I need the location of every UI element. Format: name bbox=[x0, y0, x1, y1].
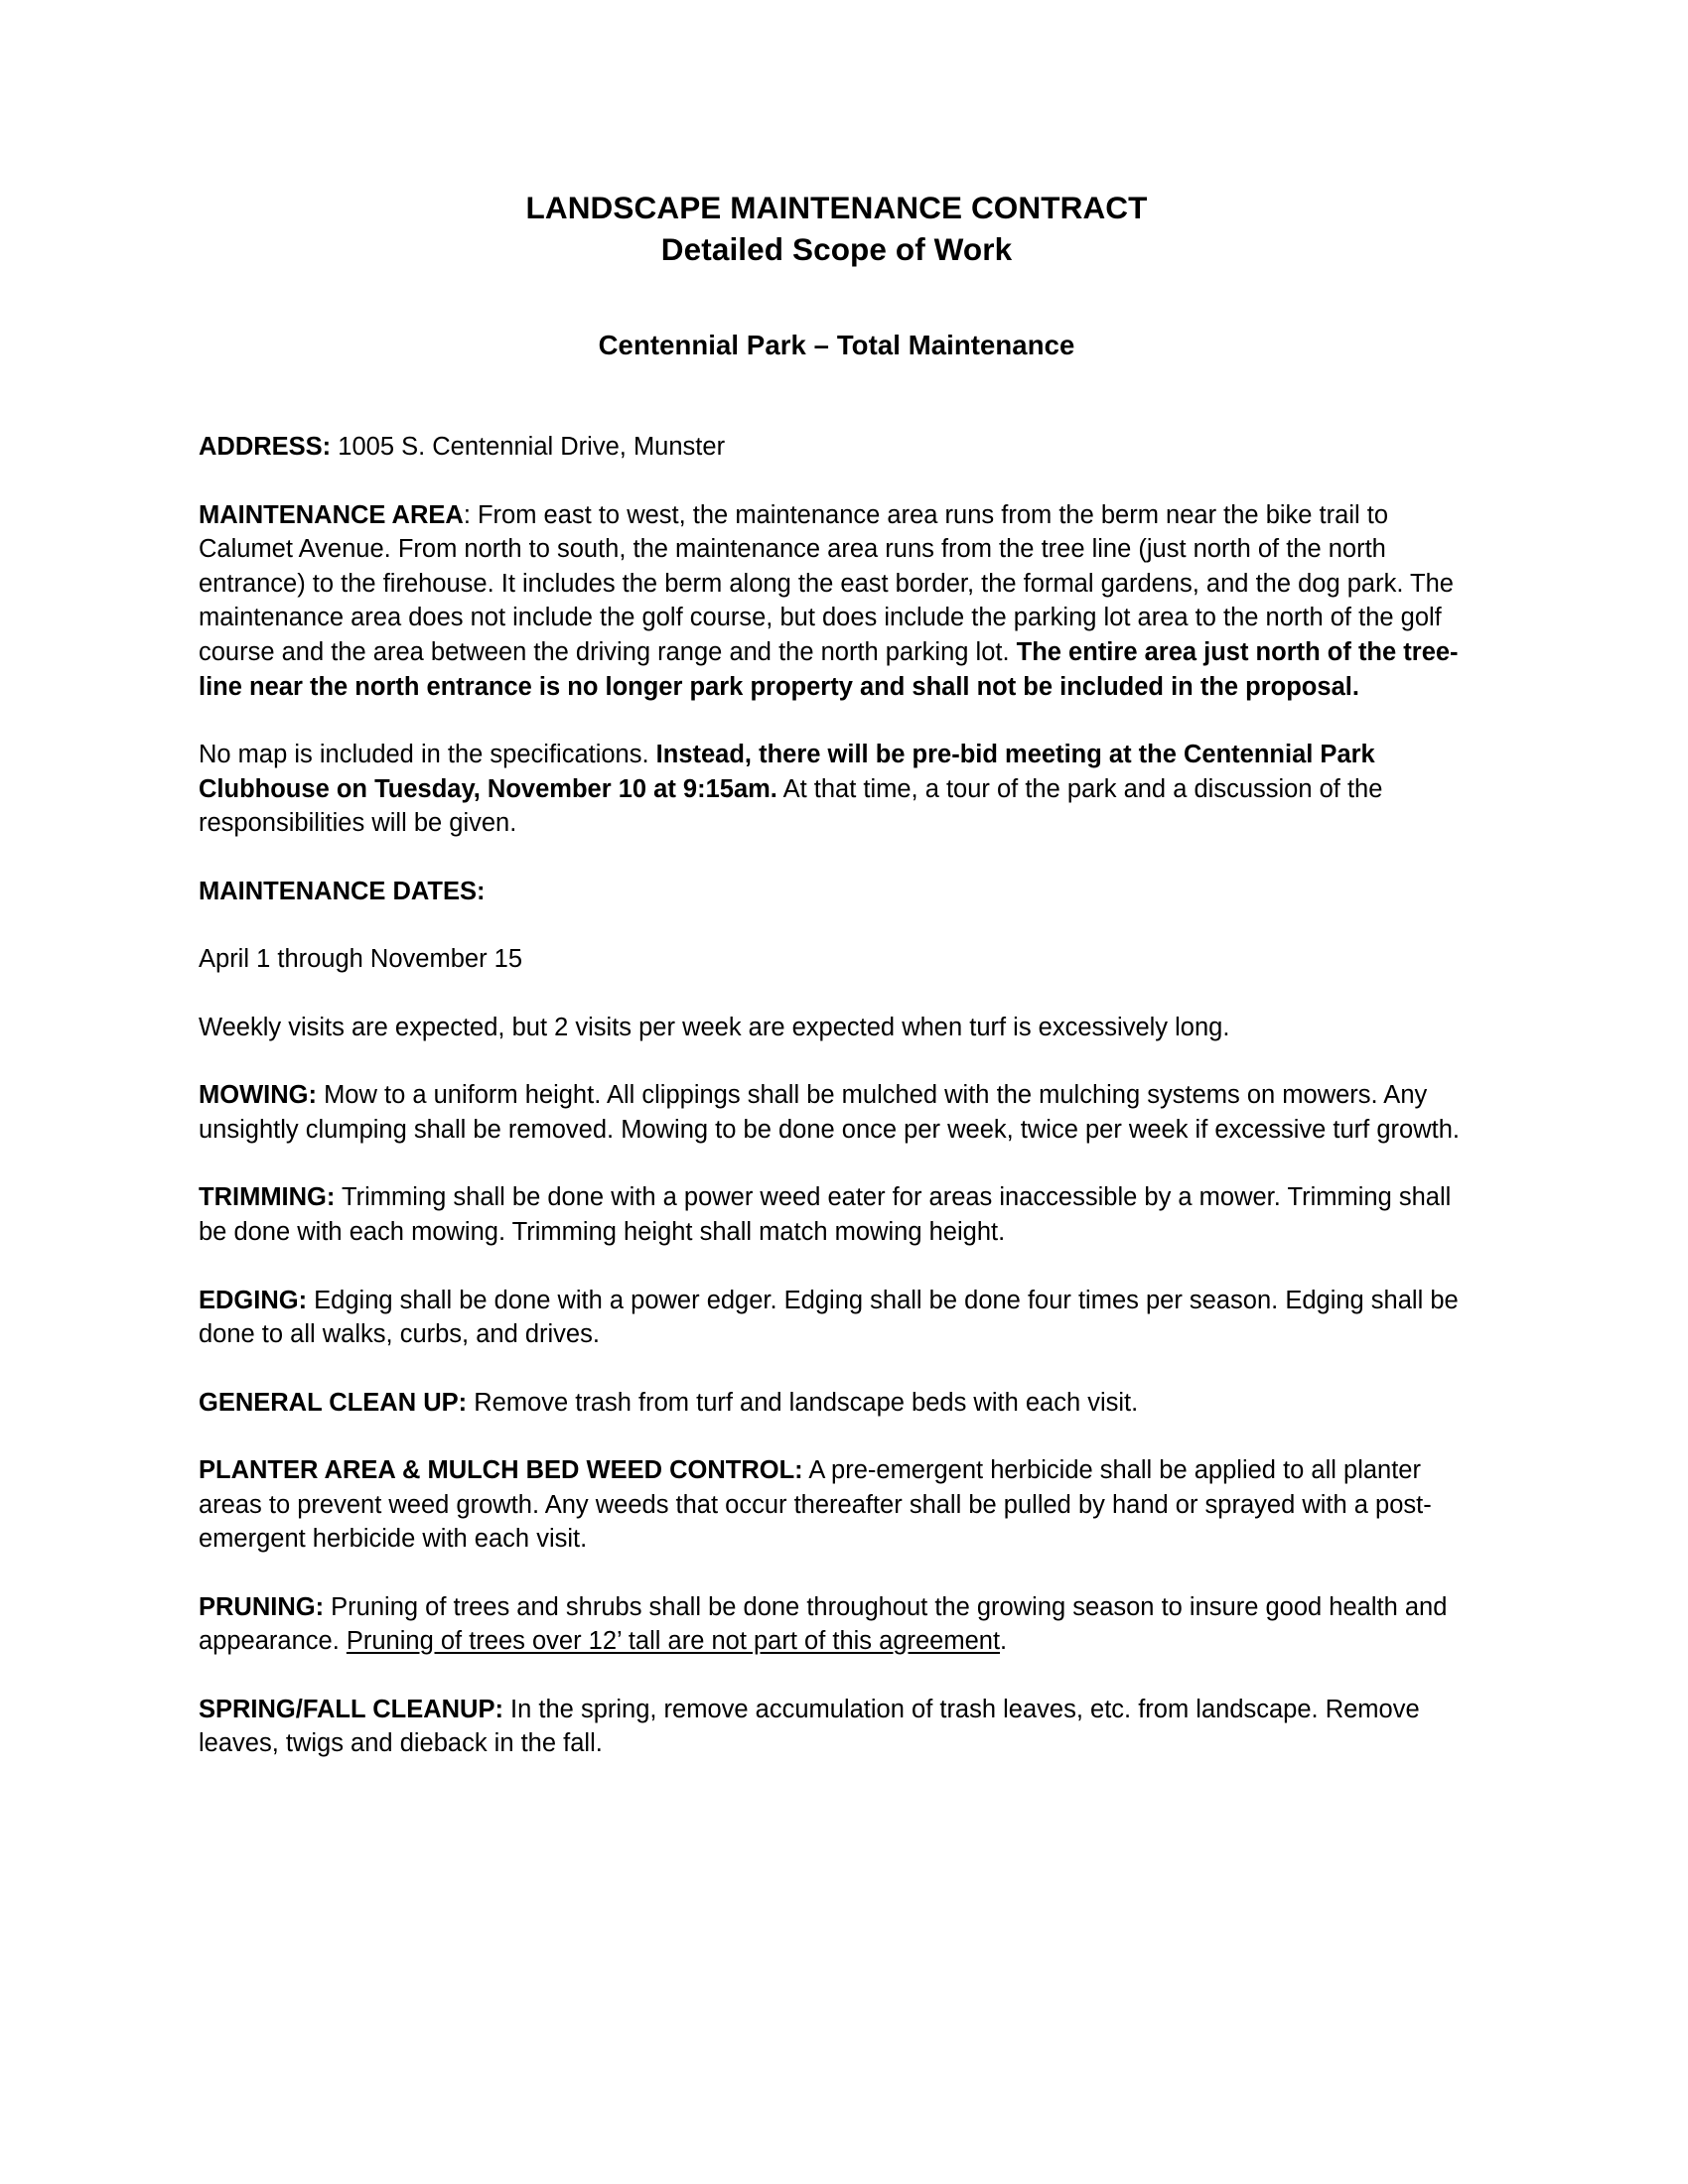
document-content bbox=[199, 0, 1475, 1761]
address-value: 1005 S. Centennial Drive, Munster bbox=[331, 433, 726, 462]
planter-weed-control-paragraph bbox=[199, 1453, 1475, 1557]
maintenance-area-bold-tail: The entire area just north of the tree-line near the north entrance is no longer park property and shall not be included in the proposal. bbox=[199, 637, 1459, 701]
address-label: ADDRESS: bbox=[199, 433, 332, 462]
pruning-underlined-clause: Pruning of trees over 12’ tall are not part of this agreement bbox=[346, 1627, 1001, 1656]
pre-bid-tail: At that time, a tour of the park and a discussion of the responsibilities will be given. bbox=[199, 774, 1383, 838]
pre-bid-bold: Instead, there will be pre-bid meeting at the Centennial Park Clubhouse on Tuesday, November 10 at 9:15am. bbox=[199, 741, 1375, 803]
maintenance-area-paragraph bbox=[199, 498, 1475, 704]
spring-fall-cleanup-paragraph bbox=[199, 1693, 1475, 1761]
document-title-line-1: LANDSCAPE MAINTENANCE CONTRACT bbox=[525, 190, 1148, 225]
mowing-body: Mow to a uniform height. All clippings shall be mulched with the mulching systems on mowers. Any unsightly clumping shall be removed. Mowing to be done once per week, twice per week if excessive turf growth. bbox=[199, 1081, 1460, 1144]
pruning-label: PRUNING: bbox=[199, 1592, 325, 1621]
document-subtitle-wrap bbox=[199, 328, 1475, 364]
general-clean-up-paragraph bbox=[199, 1386, 1475, 1421]
spring-fall-cleanup-label: SPRING/FALL CLEANUP: bbox=[199, 1695, 503, 1723]
pruning-body-end: . bbox=[1000, 1627, 1008, 1656]
pre-bid-lead: No map is included in the specifications. bbox=[199, 741, 656, 769]
document-body bbox=[199, 430, 1475, 1761]
visits-paragraph bbox=[199, 1011, 1475, 1045]
mowing-paragraph bbox=[199, 1078, 1475, 1147]
edging-body: Edging shall be done with a power edger. Edging shall be done four times per season. Edging shall be done to all walks, curbs, and drives. bbox=[199, 1286, 1459, 1349]
trimming-body: Trimming shall be done with a power weed eater for areas inaccessible by a mower. Trimming shall be done with each mowing. Trimming height shall match mowing height. bbox=[199, 1183, 1452, 1246]
pre-bid-paragraph bbox=[199, 738, 1475, 841]
maintenance-dates-value: April 1 through November 15 bbox=[199, 945, 523, 974]
edging-label: EDGING: bbox=[199, 1286, 308, 1314]
planter-weed-control-body: A pre-emergent herbicide shall be applied to all planter areas to prevent weed growth. Any weeds that occur thereafter shall be pulled by hand or sprayed with a post-emergent herbicide with each visit. bbox=[199, 1456, 1432, 1554]
general-clean-up-label: GENERAL CLEAN UP: bbox=[199, 1388, 468, 1417]
trimming-label: TRIMMING: bbox=[199, 1183, 336, 1212]
visits-text: Weekly visits are expected, but 2 visits per week are expected when turf is excessively long. bbox=[199, 1013, 1230, 1041]
maintenance-area-body: : From east to west, the maintenance area runs from the berm near the bike trail to Calumet Avenue. From north to south, the maintenance area runs from the tree line (just north of the north entrance) to the firehouse. It includes the berm along the east border, the formal gardens, and the dog park. The maintenance area does not include the golf course, but does include the parking lot area to the north of the golf course and the area between the driving range and the north parking lot. bbox=[199, 500, 1454, 666]
trimming-paragraph bbox=[199, 1180, 1475, 1249]
pruning-paragraph bbox=[199, 1590, 1475, 1659]
address-paragraph bbox=[199, 430, 1475, 465]
mowing-label: MOWING: bbox=[199, 1081, 317, 1110]
maintenance-dates-value-paragraph bbox=[199, 942, 1475, 977]
edging-paragraph bbox=[199, 1284, 1475, 1352]
spring-fall-cleanup-body: In the spring, remove accumulation of trash leaves, etc. from landscape. Remove leaves, twigs and dieback in the fall. bbox=[199, 1695, 1420, 1758]
maintenance-area-label: MAINTENANCE AREA bbox=[199, 500, 464, 529]
title-block bbox=[199, 0, 1475, 364]
document-subtitle: Centennial Park – Total Maintenance bbox=[598, 330, 1075, 361]
pruning-body: Pruning of trees and shrubs shall be done throughout the growing season to insure good health and appearance. bbox=[199, 1592, 1448, 1656]
maintenance-dates-label-paragraph bbox=[199, 875, 1475, 909]
planter-weed-control-label: PLANTER AREA & MULCH BED WEED CONTROL: bbox=[199, 1456, 803, 1485]
general-clean-up-body: Remove trash from turf and landscape beds with each visit. bbox=[467, 1388, 1139, 1417]
maintenance-dates-label: MAINTENANCE DATES: bbox=[199, 877, 486, 905]
document-title-line-2: Detailed Scope of Work bbox=[660, 231, 1013, 268]
